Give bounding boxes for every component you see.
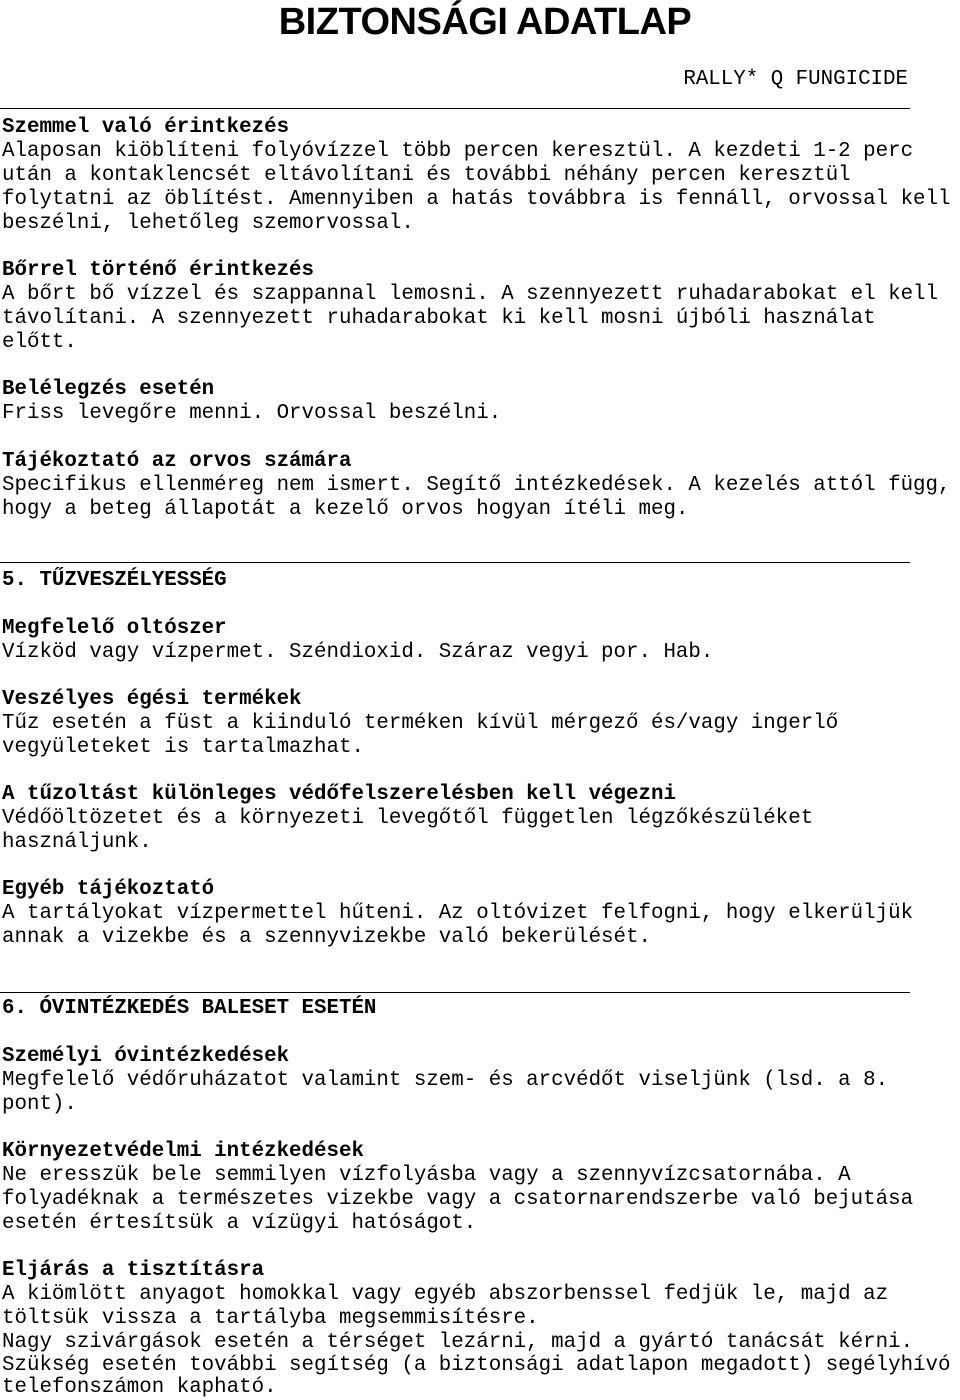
product-name: RALLY* Q FUNGICIDE	[683, 68, 908, 91]
inhalation-heading: Belélegzés esetén	[2, 378, 215, 401]
environmental-text: folyadéknak a természetes vizekbe vagy a csatornarendszerbe való bejutása	[2, 1188, 914, 1211]
doctor-info-text: hogy a beteg állapotát a kezelő orvos hogyan ítéli meg.	[2, 498, 689, 521]
eye-contact-text: folytatni az öblítést. Amennyiben a hatás továbbra is fennáll, orvossal kell	[2, 188, 951, 211]
other-info-heading: Egyéb tájékoztató	[2, 878, 215, 901]
protective-equipment-heading: A tűzoltást különleges védőfelszerelésben kell végezni	[2, 783, 676, 806]
protective-equipment-text: használjunk.	[2, 831, 152, 854]
combustion-products-text: vegyületeket is tartalmazhat.	[2, 736, 364, 759]
cleanup-text: telefonszámon kapható.	[2, 1376, 277, 1399]
other-info-text: A tartályokat vízpermettel hűteni. Az oltóvizet felfogni, hogy elkerüljük	[2, 902, 914, 925]
personal-precautions-text: Megfelelő védőruházatot valamint szem- és arcvédőt viseljünk (lsd. a 8.	[2, 1069, 889, 1092]
eye-contact-heading: Szemmel való érintkezés	[2, 116, 290, 139]
divider	[0, 992, 910, 993]
personal-precautions-text: pont).	[2, 1093, 77, 1116]
doctor-info-text: Specifikus ellenméreg nem ismert. Segítő intézkedések. A kezelés attól függ,	[2, 474, 951, 497]
personal-precautions-heading: Személyi óvintézkedések	[2, 1045, 290, 1068]
other-info-text: annak a vizekbe és a szennyvizekbe való bekerülését.	[2, 926, 651, 949]
skin-contact-text: távolítani. A szennyezett ruhadarabokat ki kell mosni újbóli használat	[2, 307, 876, 330]
eye-contact-text: után a kontaklencsét eltávolítani és további néhány percen keresztül	[2, 164, 851, 187]
cleanup-text: Szükség esetén további segítség (a biztonsági adatlapon megadott) segélyhívó	[2, 1354, 951, 1377]
document-title: BIZTONSÁGI ADATLAP	[278, 1, 692, 43]
eye-contact-text: beszélni, lehetőleg szemorvossal.	[2, 212, 414, 235]
cleanup-text: Nagy szivárgások esetén a térséget lezárni, majd a gyártó tanácsát kérni.	[2, 1331, 914, 1354]
combustion-products-heading: Veszélyes égési termékek	[2, 688, 302, 711]
extinguisher-text: Vízköd vagy vízpermet. Széndioxid. Száraz vegyi por. Hab.	[2, 641, 714, 664]
divider	[0, 562, 910, 563]
cleanup-text: A kiömlött anyagot homokkal vagy egyéb abszorbenssel fedjük le, majd az	[2, 1283, 889, 1306]
skin-contact-text: előtt.	[2, 331, 77, 354]
cleanup-heading: Eljárás a tisztításra	[2, 1259, 265, 1282]
environmental-heading: Környezetvédelmi intézkedések	[2, 1140, 364, 1163]
inhalation-text: Friss levegőre menni. Orvossal beszélni.	[2, 402, 502, 425]
section-5-heading: 5. TŰZVESZÉLYESSÉG	[2, 569, 227, 592]
environmental-text: Ne eresszük bele semmilyen vízfolyásba vagy a szennyvízcsatornába. A	[2, 1164, 851, 1187]
combustion-products-text: Tűz esetén a füst a kiinduló terméken kívül mérgező és/vagy ingerlő	[2, 712, 839, 735]
environmental-text: esetén értesítsük a vízügyi hatóságot.	[2, 1212, 477, 1235]
divider	[0, 108, 910, 109]
skin-contact-heading: Bőrrel történő érintkezés	[2, 259, 315, 282]
doctor-info-heading: Tájékoztató az orvos számára	[2, 450, 352, 473]
eye-contact-text: Alaposan kiöblíteni folyóvízzel több percen keresztül. A kezdeti 1-2 perc	[2, 140, 914, 163]
extinguisher-heading: Megfelelő oltószer	[2, 617, 227, 640]
section-6-heading: 6. ÓVINTÉZKEDÉS BALESET ESETÉN	[2, 997, 377, 1020]
protective-equipment-text: Védőöltözetet és a környezeti levegőtől független légzőkészüléket	[2, 807, 814, 830]
skin-contact-text: A bőrt bő vízzel és szappannal lemosni. A szennyezett ruhadarabokat el kell	[2, 283, 939, 306]
cleanup-text: töltsük vissza a tartályba megsemmisítésre.	[2, 1307, 539, 1330]
